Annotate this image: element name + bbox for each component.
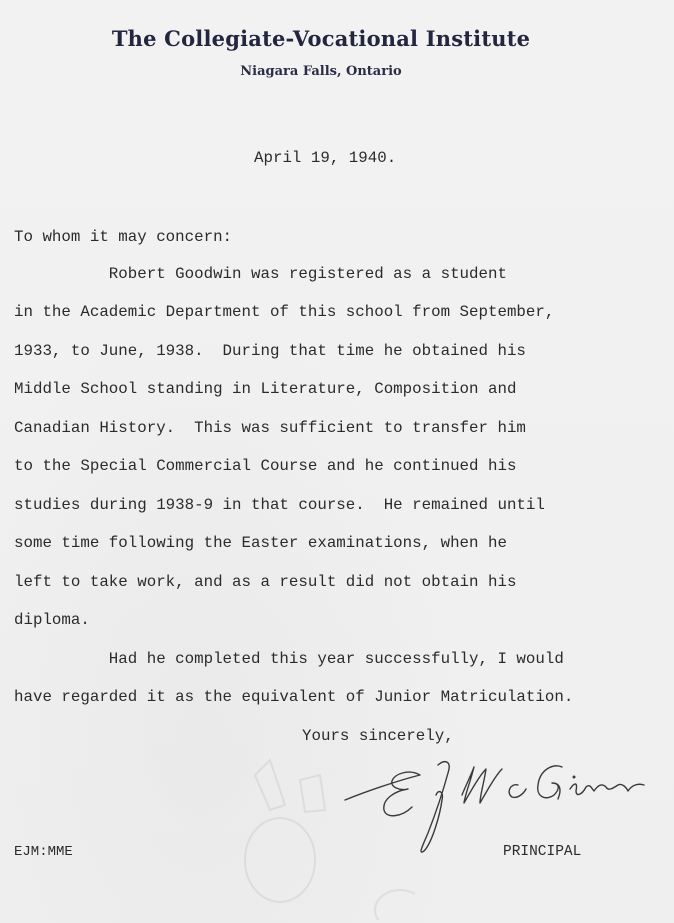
signatory-title: PRINCIPAL — [503, 844, 582, 860]
body-line: Canadian History. This was sufficient to transfer him — [14, 419, 526, 437]
body-line: left to take work, and as a result did not obtain his — [14, 573, 517, 591]
letterhead-location: Niagara Falls, Ontario — [240, 64, 402, 79]
letterhead-institution-name: The Collegiate-Vocational Institute — [111, 26, 531, 51]
salutation: To whom it may concern: — [14, 228, 233, 246]
body-line: Middle School standing in Literature, Composition and — [14, 380, 517, 398]
body-line: 1933, to June, 1938. During that time he obtained his — [14, 342, 526, 360]
body-line: diploma. — [14, 611, 90, 629]
reference-initials: EJM:MME — [14, 844, 73, 860]
body-line: some time following the Easter examinations, when he — [14, 534, 507, 552]
body-line: Robert Goodwin was registered as a student — [14, 265, 507, 283]
body-line: have regarded it as the equivalent of Junior Matriculation. — [14, 688, 574, 706]
body-line: to the Special Commercial Course and he continued his — [14, 457, 517, 475]
body-line: in the Academic Department of this school from September, — [14, 303, 555, 321]
body-line: studies during 1938-9 in that course. He remained until — [14, 496, 545, 514]
closing: Yours sincerely, — [302, 727, 454, 745]
handwritten-signature — [340, 755, 660, 865]
letter-date: April 19, 1940. — [254, 149, 397, 167]
body-line: Had he completed this year successfully, I would — [14, 650, 564, 668]
